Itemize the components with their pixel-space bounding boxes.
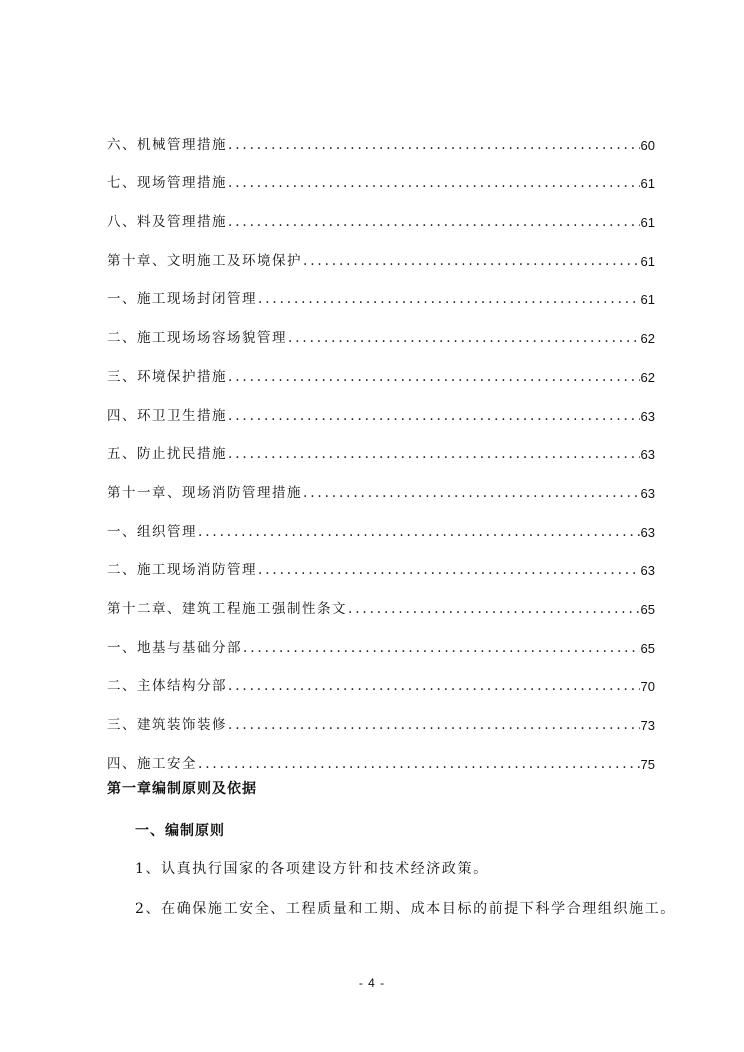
toc-entry-page: 60 <box>640 137 655 153</box>
toc-entry-title: 六、机械管理措施 <box>107 136 227 153</box>
toc-entry[interactable] <box>107 230 655 269</box>
toc-entry-page: 62 <box>640 369 655 385</box>
toc-entry-title: 四、环卫卫生措施 <box>107 407 227 424</box>
toc-entry-page: 63 <box>640 524 655 540</box>
toc-entry-page: 70 <box>640 679 655 695</box>
toc-entry[interactable] <box>107 114 655 153</box>
table-of-contents <box>107 114 655 772</box>
toc-entry-page: 65 <box>640 601 655 617</box>
toc-entry-title: 一、地基与基础分部 <box>107 639 242 656</box>
page-number: - 4 - <box>358 976 386 990</box>
toc-entry[interactable] <box>107 153 655 192</box>
toc-entry-page: 63 <box>640 447 655 463</box>
toc-leader-dots <box>228 175 640 191</box>
toc-entry-title: 二、主体结构分部 <box>107 678 227 695</box>
toc-entry-title: 一、施工现场封闭管理 <box>107 291 257 308</box>
toc-entry-page: 61 <box>640 176 655 192</box>
toc-entry-title: 第十二章、建筑工程施工强制性条文 <box>107 600 347 617</box>
toc-entry[interactable] <box>107 656 655 695</box>
toc-entry[interactable] <box>107 346 655 385</box>
chapter-heading: 第一章编制原则及依据 <box>107 781 257 797</box>
toc-entry-page: 63 <box>640 563 655 579</box>
toc-leader-dots <box>348 601 640 617</box>
toc-entry[interactable] <box>107 501 655 540</box>
toc-entry-page: 65 <box>640 640 655 656</box>
toc-entry[interactable] <box>107 424 655 463</box>
toc-leader-dots <box>228 408 640 424</box>
toc-leader-dots <box>228 137 640 153</box>
toc-entry-title: 七、现场管理措施 <box>107 175 227 192</box>
toc-entry-title: 第十章、文明施工及环境保护 <box>107 252 302 269</box>
toc-leader-dots <box>228 717 640 733</box>
toc-entry[interactable] <box>107 385 655 424</box>
toc-leader-dots <box>258 562 640 578</box>
toc-leader-dots <box>303 485 640 501</box>
toc-leader-dots <box>303 253 640 269</box>
toc-leader-dots <box>228 678 640 694</box>
toc-entry[interactable] <box>107 462 655 501</box>
toc-entry-page: 62 <box>640 331 655 347</box>
toc-entry-page: 61 <box>640 253 655 269</box>
toc-entry[interactable] <box>107 617 655 656</box>
toc-leader-dots <box>288 330 640 346</box>
toc-entry-title: 五、防止扰民措施 <box>107 446 227 463</box>
body-paragraph: 1、认真执行国家的各项建设方针和技术经济政策。 <box>135 861 489 877</box>
toc-entry-title: 二、施工现场消防管理 <box>107 562 257 579</box>
section-heading: 一、编制原则 <box>135 823 225 839</box>
toc-entry[interactable] <box>107 307 655 346</box>
toc-entry-page: 73 <box>640 718 655 733</box>
toc-entry-page: 63 <box>640 485 655 501</box>
toc-entry-title: 八、料及管理措施 <box>107 214 227 231</box>
toc-entry-page: 63 <box>640 408 655 424</box>
toc-entry-title: 三、建筑装饰装修 <box>107 717 227 733</box>
toc-entry-title: 四、施工安全 <box>107 755 197 772</box>
toc-entry-title: 三、环境保护措施 <box>107 368 227 385</box>
toc-entry-title: 二、施工现场场容场貌管理 <box>107 330 287 347</box>
toc-leader-dots <box>228 369 640 385</box>
toc-entry-page: 75 <box>640 756 655 772</box>
toc-leader-dots <box>228 446 640 462</box>
toc-entry[interactable] <box>107 578 655 617</box>
toc-entry-page: 61 <box>640 215 655 231</box>
toc-leader-dots <box>198 524 640 540</box>
toc-leader-dots <box>243 640 640 656</box>
toc-leader-dots <box>258 291 640 307</box>
toc-entry[interactable] <box>107 191 655 230</box>
toc-entry[interactable] <box>107 733 655 772</box>
toc-entry[interactable] <box>107 694 655 733</box>
toc-entry[interactable] <box>107 540 655 579</box>
toc-entry-title: 一、组织管理 <box>107 523 197 540</box>
toc-entry-page: 61 <box>640 292 655 308</box>
toc-leader-dots <box>228 214 640 230</box>
toc-entry[interactable] <box>107 269 655 308</box>
toc-entry-title: 第十一章、现场消防管理措施 <box>107 484 302 501</box>
toc-leader-dots <box>198 756 640 772</box>
body-paragraph: 2、在确保施工安全、工程质量和工期、成本目标的前提下科学合理组织施工。 <box>135 901 676 917</box>
